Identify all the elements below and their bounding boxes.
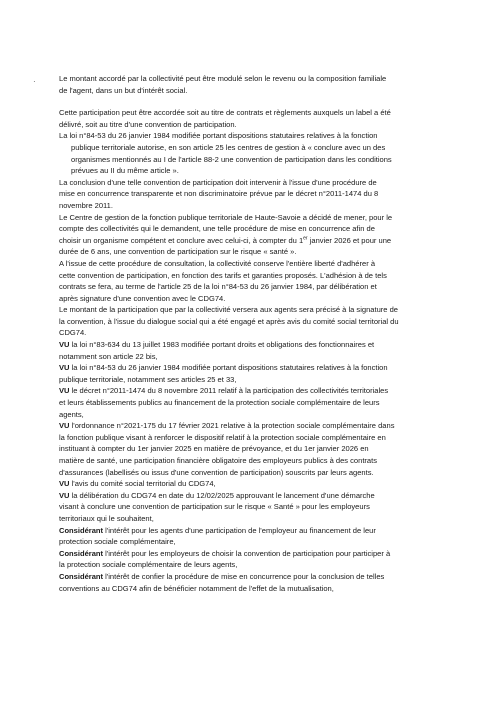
visa-keyword: VU [59,340,70,350]
visa-keyword: VU [59,479,70,489]
text-fragment: l'intérêt pour les employeurs de choisir la convention de participation pour participer à [103,548,391,558]
document-page [59,73,470,594]
text-line [59,385,470,397]
visa-cdg74-deliberation [59,490,470,525]
visa-law-83-634 [59,339,470,362]
text-line: conventions au CDG74 afin de bénéficier notamment de l'effet de la mutualisation, [59,583,334,593]
considerant-agents [59,525,470,548]
text-fragment: janvier 2026 et pour une [307,235,392,245]
text-line: la fonction publique visant à renforcer le dispositif relatif à la protection sociale complémentaire en [59,432,386,442]
text-line: Le montant accordé par la collectivité peut être modulé selon le revenu ou la composition familiale [59,74,387,83]
text-line [59,490,470,502]
text-line: organismes mentionnés au I de l'article 88-2 une convention de participation dans les conditions [71,154,392,164]
text-line: protection sociale complémentaire, [59,537,176,547]
text-line: notamment son article 22 bis, [59,351,158,361]
considerant-keyword: Considérant [59,571,104,581]
text-line: après signature d'une convention avec le CDG74. [59,293,226,303]
text-line: mise en concurrence transparente et non discriminatoire prévue par le décret n°2011-1474 du 8 [59,189,379,199]
text-line: agents, [59,409,84,419]
text-line: publique territoriale, notamment ses articles 25 et 33, [59,374,237,384]
text-fragment: la délibération du CDG74 en date du 12/02/2025 approuvant le lancement d'une démarche [69,490,375,500]
visa-keyword: VU [59,490,70,500]
paragraph-participation-basis [59,107,470,130]
text-line: durée de 6 ans, une convention de participation sur le risque « santé ». [59,247,297,257]
visa-keyword: VU [59,421,70,431]
text-line: novembre 2011. [59,200,113,210]
text-fragment: l'intérêt pour les agents d'une participation de l'employeur au financement de leur [103,525,376,535]
text-line [59,339,470,351]
text-line [59,525,470,537]
superscript: er [303,235,308,242]
text-line: et leurs établissements publics au financement de la protection sociale complémentaire de leurs [59,398,380,408]
text-line: de l'agent, dans un but d'intérêt social. [59,85,188,95]
text-line: la convention, à l'issue du dialogue social qui a été engagé et après avis du comité social territorial du [59,316,399,326]
visa-cst-opinion [59,478,470,490]
paragraph-modulation [59,73,470,96]
text-line: territoriaux qui le souhaitent, [59,513,154,523]
text-line: la protection sociale complémentaire de leurs agents, [59,560,238,570]
text-fragment: choisir un organisme compétent et conclure avec celui-ci, à compter du 1 [59,235,304,245]
text-line: La loi n°84-53 du 26 janvier 1984 modifiée portant dispositions statutaires relatives à la fonction [59,131,378,141]
paragraph-cdg-haute-savoie [59,212,470,258]
text-line: prévues au II du même article ». [71,166,179,176]
text-line [59,362,470,374]
considerant-mutualisation [59,571,470,594]
paragraph-law-84-53 [59,130,470,176]
visa-law-84-53 [59,362,470,385]
text-line [59,478,470,490]
considerant-keyword: Considérant [59,548,104,558]
considerant-employers [59,548,470,571]
text-line: Le Centre de gestion de la fonction publique territoriale de Haute-Savoie a décidé de mener, pour le [59,212,393,222]
considerant-keyword: Considérant [59,525,104,535]
text-line: matière de santé, une participation financière obligatoire des employeurs publics à des contrats [59,456,377,465]
text-line: A l'issue de cette procédure de consultation, la collectivité conserve l'entière liberté d'adhérer à [59,258,376,268]
text-line [59,548,470,560]
paragraph-freedom-to-join [59,258,470,304]
text-line [59,235,470,247]
text-line: contrats se fera, au terme de l'article 25 de la loi n°84-53 du 26 janvier 1984, par délibération et [59,282,377,292]
text-line [59,420,470,432]
text-fragment: l'avis du comité social territorial du CDG74, [69,479,216,489]
text-fragment: la loi n°84-53 du 26 janvier 1984 modifiée portant dispositions statutaires relatives à la fonction [69,363,388,373]
paragraph-amount [59,304,470,339]
visa-decree-2011-1474 [59,385,470,420]
text-fragment: l'ordonnance n°2021-175 du 17 février 2021 relative à la protection sociale complémentaire dans [69,421,395,431]
text-line: CDG74. [59,328,87,338]
visa-ordinance-2021-175 [59,420,470,478]
paragraph-competition-procedure [59,177,470,212]
text-line: La conclusion d'une telle convention de participation doit intervenir à l'issue d'une procédure de [59,177,377,187]
text-fragment: le décret n°2011-1474 du 8 novembre 2011 relatif à la participation des collectivités territoriales [69,386,389,396]
text-line: visant à conclure une convention de participation sur le risque « Santé » pour les employeurs [59,502,370,512]
margin-mark: · [33,77,36,86]
text-line: publique territoriale autorise, en son article 25 les centres de gestion à « conclure avec un des [71,142,386,152]
text-line [59,571,470,583]
text-line: compte des collectivités qui le demandent, une telle procédure de mise en concurrence afin de [59,224,375,234]
text-fragment: l'intérêt de confier la procédure de mise en concurrence pour la conclusion de telles [103,571,385,581]
text-line: délivré, soit au titre d'une convention de participation. [59,119,237,129]
visa-keyword: VU [59,386,70,396]
visa-keyword: VU [59,363,70,373]
text-line: d'assurances (labellisés ou issus d'une convention de participation) souscrits par leurs agents. [59,467,374,477]
text-line: instituant à compter du 1er janvier 2025 en matière de prévoyance, et du 1er janvier 2026 en [59,444,369,454]
text-line: cette convention de participation, en fonction des tarifs et garanties proposés. L'adhésion à de tels [59,270,387,280]
text-line: Le montant de la participation que par la collectivité versera aux agents sera précisé à la signature de [59,305,398,315]
text-fragment: la loi n°83-634 du 13 juillet 1983 modifiée portant droits et obligations des fonctionnaires et [69,340,375,350]
text-line: Cette participation peut être accordée soit au titre de contrats et règlements auxquels un label a été [59,108,391,118]
